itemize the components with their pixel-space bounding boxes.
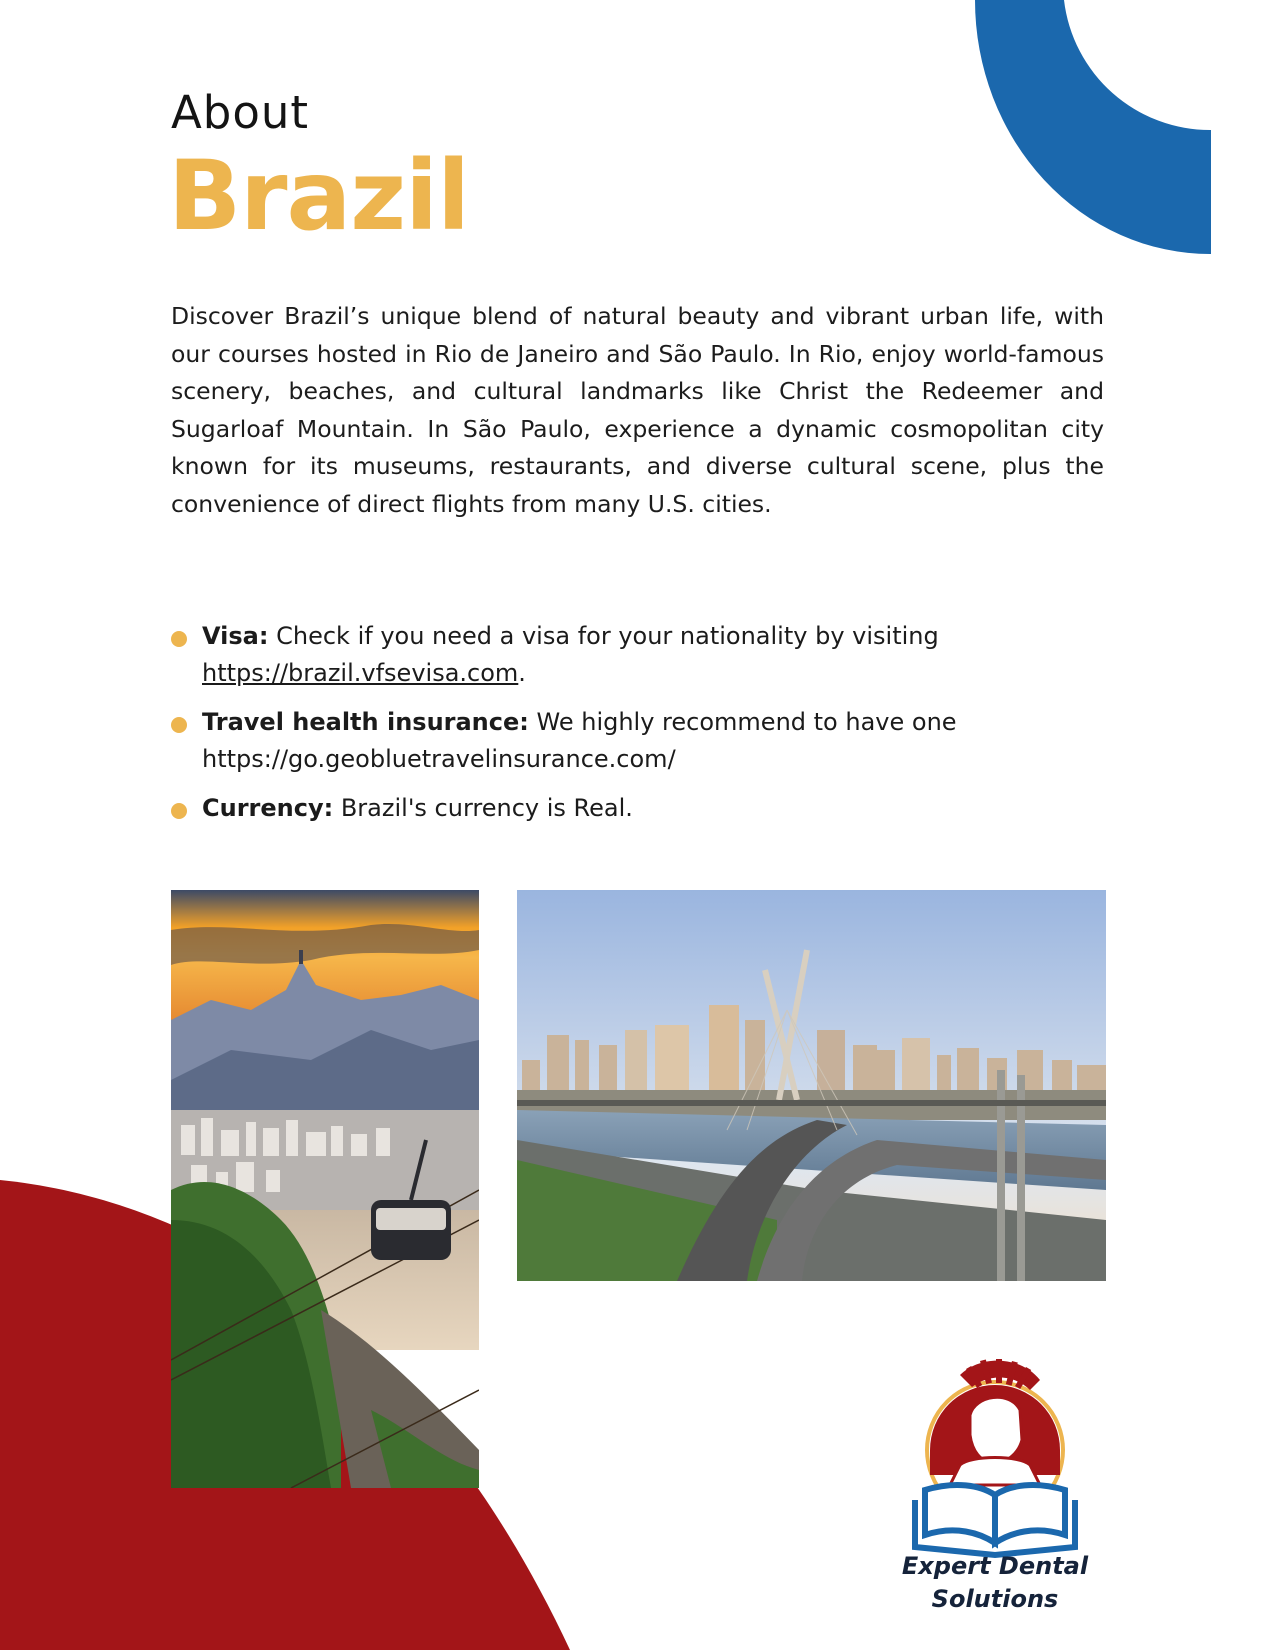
fact-label: Visa:: [202, 622, 269, 650]
logo-line-1: Expert Dental: [901, 1552, 1089, 1580]
bullet-dot: [171, 803, 187, 819]
fact-label: Currency:: [202, 794, 334, 822]
fact-currency: [171, 790, 1111, 827]
fact-label: Travel health insurance:: [202, 708, 529, 736]
logo-line-2: Solutions: [931, 1585, 1059, 1613]
page-title: Brazil: [168, 140, 469, 252]
rio-de-janeiro-photo: [171, 890, 479, 1488]
bullet-dot: [171, 631, 187, 647]
open-book-icon: [915, 1485, 1075, 1555]
intro-paragraph: Discover Brazil’s unique blend of natural beauty and vibrant urban life, with our courses hosted in Rio de Janeiro and São Paulo. In Rio, enjoy world-famous scenery, beaches, and cultural landmarks like Christ the Redeemer and Sugarloaf Mountain. In São Paulo, experience a dynamic cosmopolitan city known for its museums, restaurants, and diverse cultural scene, plus the convenience of direct flights from many U.S. cities.: [171, 302, 1104, 518]
fact-text: Check if you need a visa for your nationality by visiting: [276, 622, 939, 650]
sao-paulo-photo: [517, 890, 1106, 1281]
fact-text: Brazil's currency is Real.: [340, 794, 633, 822]
page-kicker: About: [171, 86, 310, 139]
fact-visa: Visa: Check if you need a visa for your nationality by visiting https://brazil.vfsevisa.com.: [171, 618, 1111, 692]
blue-corner-arc: [975, 0, 1275, 260]
travel-facts-list: [171, 618, 1111, 839]
fact-insurance: [171, 704, 1111, 778]
insurance-link[interactable]: https://go.geobluetravelinsurance.com/: [202, 745, 676, 773]
fact-text: We highly recommend to have one: [536, 708, 957, 736]
logo-wordmark: [895, 1550, 1095, 1616]
visa-link[interactable]: https://brazil.vfsevisa.com: [202, 659, 519, 687]
bullet-dot: [171, 717, 187, 733]
